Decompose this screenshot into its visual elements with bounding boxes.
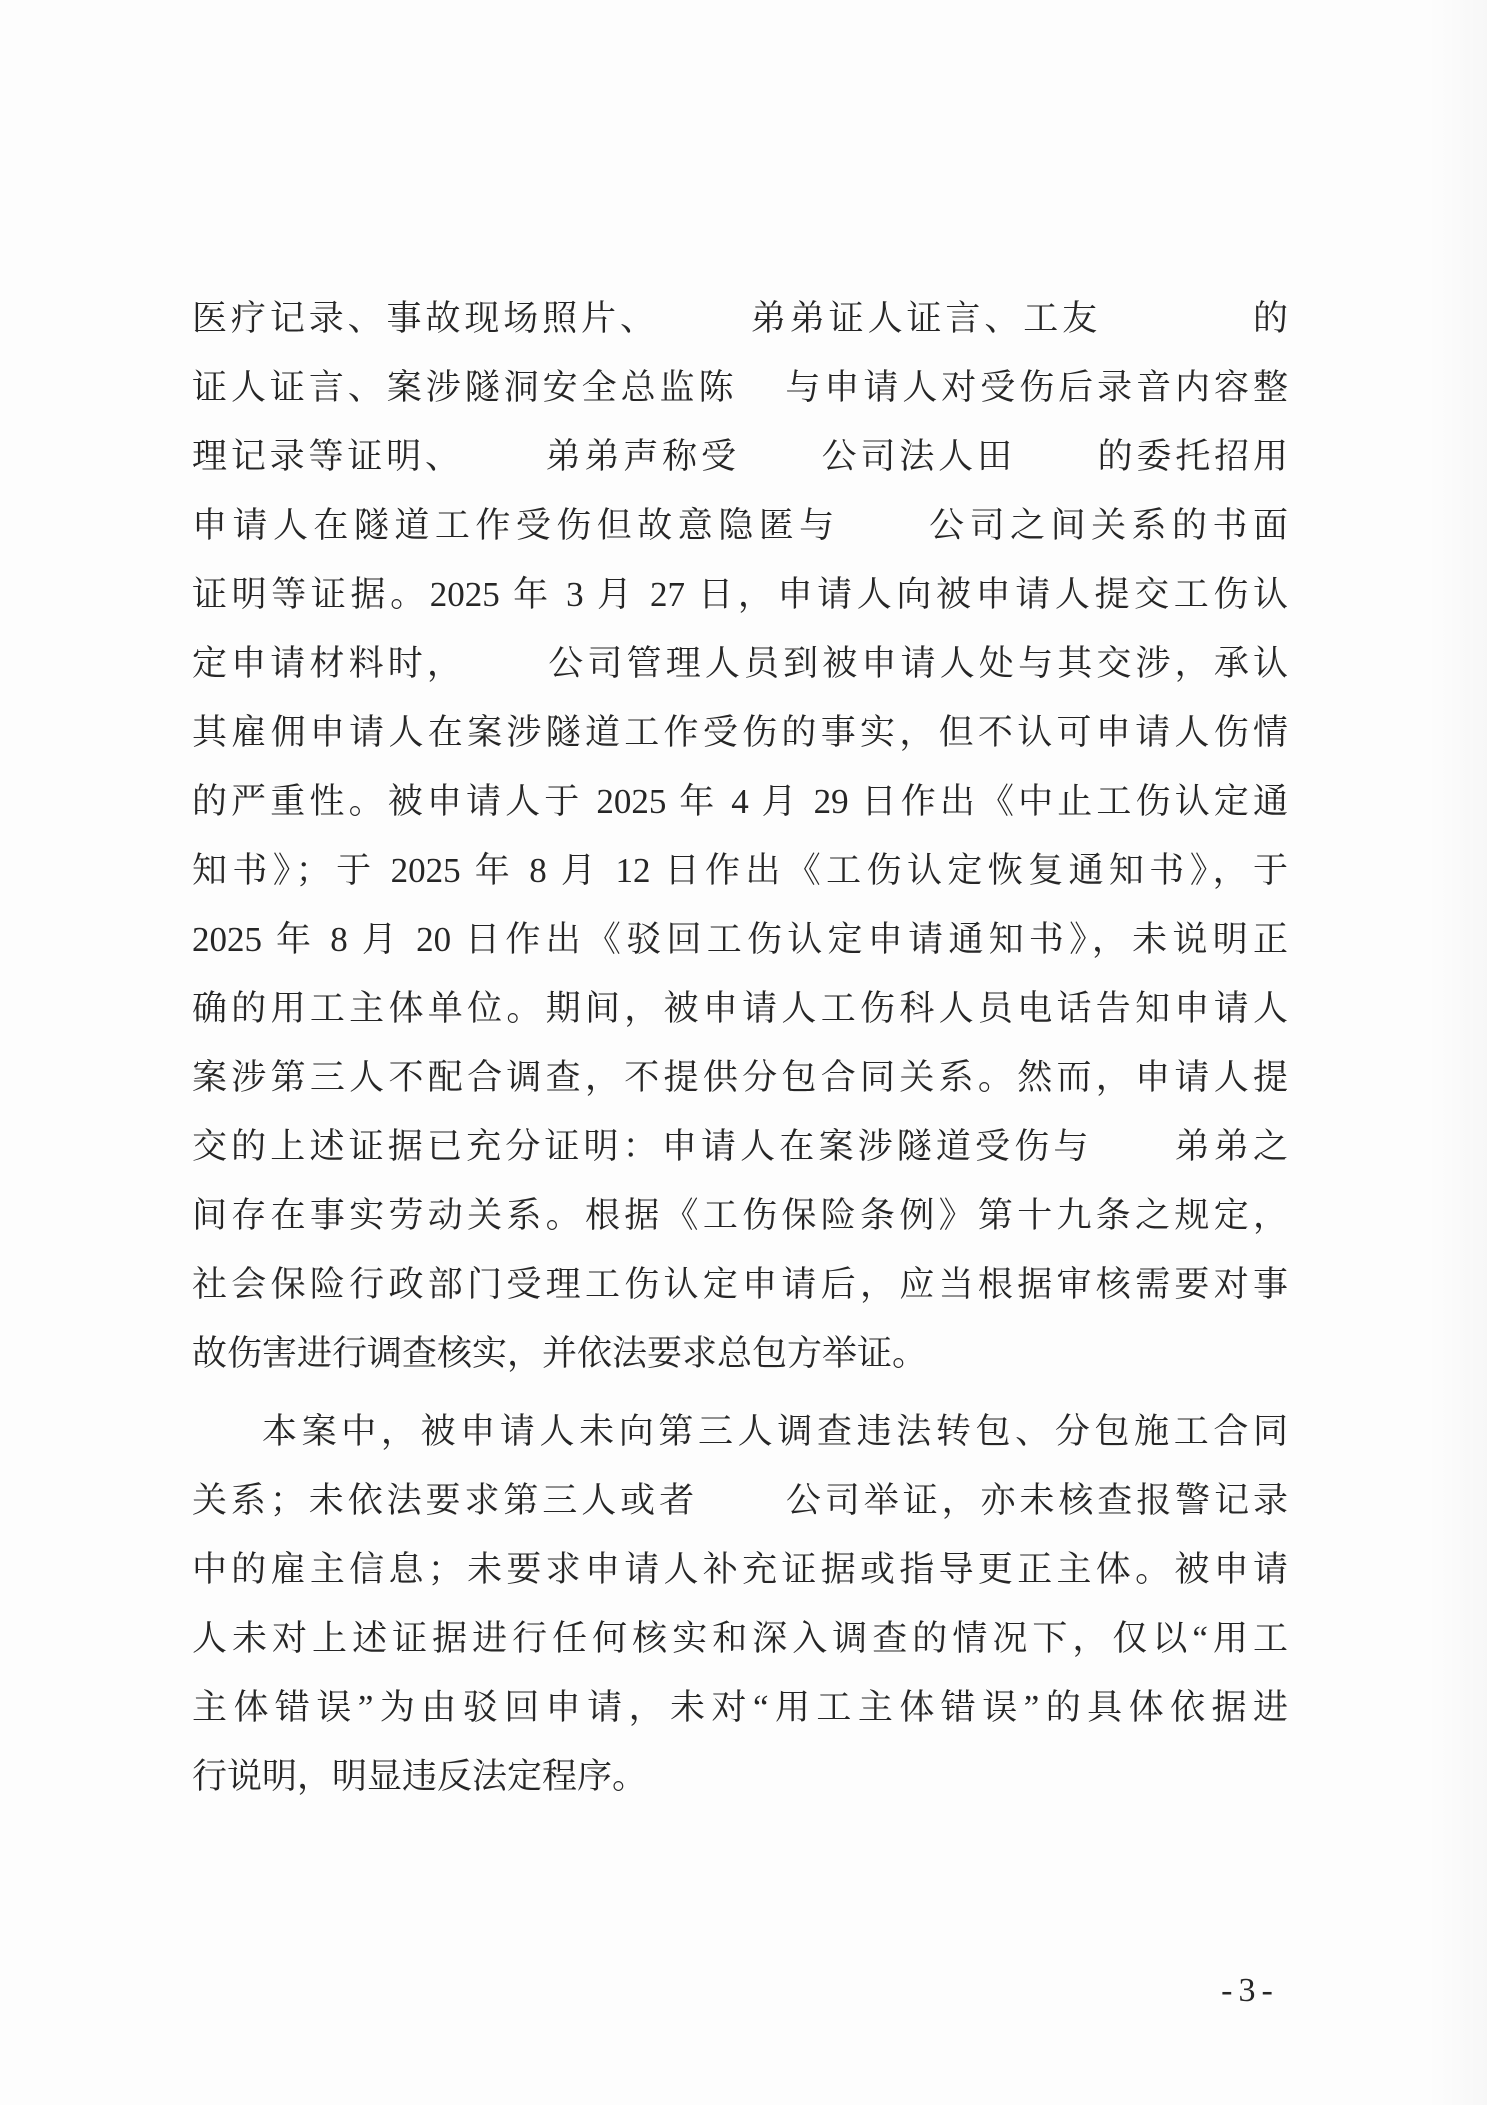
redaction-gap xyxy=(737,398,781,399)
text-segment: 故伤害进行调查核实，并依法要求总包方举证。 xyxy=(192,1334,928,1373)
text-segment: 理记录等证明、 xyxy=(192,437,464,476)
text-segment: 公司举证，亦未核查报警记录 xyxy=(782,1481,1288,1520)
text-line xyxy=(192,905,1288,974)
redaction-gap xyxy=(1016,467,1094,468)
text-segment: 公司之间关系的书面 xyxy=(923,506,1288,545)
text-segment: 弟弟声称受 xyxy=(541,437,740,476)
text-line xyxy=(192,1043,1288,1112)
text-line xyxy=(192,560,1288,629)
text-line xyxy=(192,1250,1288,1319)
text-line xyxy=(192,1319,1288,1388)
redaction-gap xyxy=(1101,329,1249,330)
redaction-gap xyxy=(466,674,544,675)
text-line xyxy=(192,698,1288,767)
text-segment: 申请人在隧道工作受伤但故意隐匿与 xyxy=(192,506,840,545)
text-line xyxy=(192,767,1288,836)
redaction-gap xyxy=(740,467,818,468)
text-segment: 弟弟之 xyxy=(1170,1127,1288,1166)
text-line xyxy=(192,629,1288,698)
redaction-gap xyxy=(698,1511,782,1512)
text-segment: 中的雇主信息；未要求申请人补充证据或指导更正主体。被申请 xyxy=(192,1550,1288,1589)
text-line xyxy=(192,491,1288,560)
text-line xyxy=(192,1673,1288,1742)
text-line xyxy=(192,284,1288,353)
text-segment: 与申请人对受伤后录音内容整 xyxy=(781,368,1288,407)
text-line xyxy=(192,1604,1288,1673)
text-line xyxy=(192,1535,1288,1604)
scan-edge-shading xyxy=(1427,0,1487,2105)
redaction-gap xyxy=(464,467,542,468)
text-line xyxy=(192,422,1288,491)
text-segment: 知书》；于 2025 年 8 月 12 日作出《工伤认定恢复通知书》，于 xyxy=(192,851,1288,890)
text-line xyxy=(192,1112,1288,1181)
text-line xyxy=(192,974,1288,1043)
text-line xyxy=(192,836,1288,905)
text-segment: 交的上述证据已充分证明：申请人在案涉隧道受伤与 xyxy=(192,1127,1093,1166)
text-segment: 的委托招用 xyxy=(1093,437,1288,476)
text-segment: 的 xyxy=(1249,299,1288,338)
text-segment: 行说明，明显违反法定程序。 xyxy=(192,1757,648,1796)
redaction-gap xyxy=(1093,1157,1171,1158)
text-segment: 证明等证据。2025 年 3 月 27 日，申请人向被申请人提交工伤认 xyxy=(192,575,1288,614)
text-line xyxy=(192,1742,1288,1811)
text-segment: 社会保险行政部门受理工伤认定申请后，应当根据审核需要对事 xyxy=(192,1265,1288,1304)
text-line xyxy=(192,1397,1288,1466)
text-segment: 确的用工主体单位。期间，被申请人工伤科人员电话告知申请人 xyxy=(192,989,1288,1028)
text-segment: 医疗记录、事故现场照片、 xyxy=(192,299,659,338)
paragraph-2 xyxy=(192,1397,1288,1811)
text-segment: 弟弟证人证言、工友 xyxy=(746,299,1102,338)
text-segment: 本案中，被申请人未向第三人调查违法转包、分包施工合同 xyxy=(262,1412,1288,1451)
text-segment: 人未对上述证据进行任何核实和深入调查的情况下，仅以“用工 xyxy=(192,1619,1288,1658)
text-segment: 的严重性。被申请人于 2025 年 4 月 29 日作出《中止工伤认定通 xyxy=(192,782,1288,821)
text-segment: 间存在事实劳动关系。根据《工伤保险条例》第十九条之规定， xyxy=(192,1196,1288,1235)
text-line xyxy=(192,1466,1288,1535)
text-segment: 关系；未依法要求第三人或者 xyxy=(192,1481,698,1520)
text-segment: 案涉第三人不配合调查，不提供分包合同关系。然而，申请人提 xyxy=(192,1058,1288,1097)
redaction-gap xyxy=(659,329,747,330)
text-segment: 定申请材料时， xyxy=(192,644,467,683)
page-number: -3- xyxy=(1221,1972,1279,2009)
text-line xyxy=(192,1181,1288,1250)
text-segment: 2025 年 8 月 20 日作出《驳回工伤认定申请通知书》，未说明正 xyxy=(192,920,1288,959)
redaction-gap xyxy=(840,536,924,537)
text-segment: 主体错误”为由驳回申请，未对“用工主体错误”的具体依据进 xyxy=(192,1688,1288,1727)
paragraph-1 xyxy=(192,284,1288,1388)
text-segment: 其雇佣申请人在案涉隧道工作受伤的事实，但不认可申请人伤情 xyxy=(192,713,1288,752)
text-segment: 公司法人田 xyxy=(817,437,1016,476)
text-segment: 证人证言、案涉隧洞安全总监陈 xyxy=(192,368,738,407)
body-text xyxy=(192,284,1288,1811)
text-segment: 公司管理人员到被申请人处与其交涉，承认 xyxy=(544,644,1288,683)
text-line xyxy=(192,353,1288,422)
